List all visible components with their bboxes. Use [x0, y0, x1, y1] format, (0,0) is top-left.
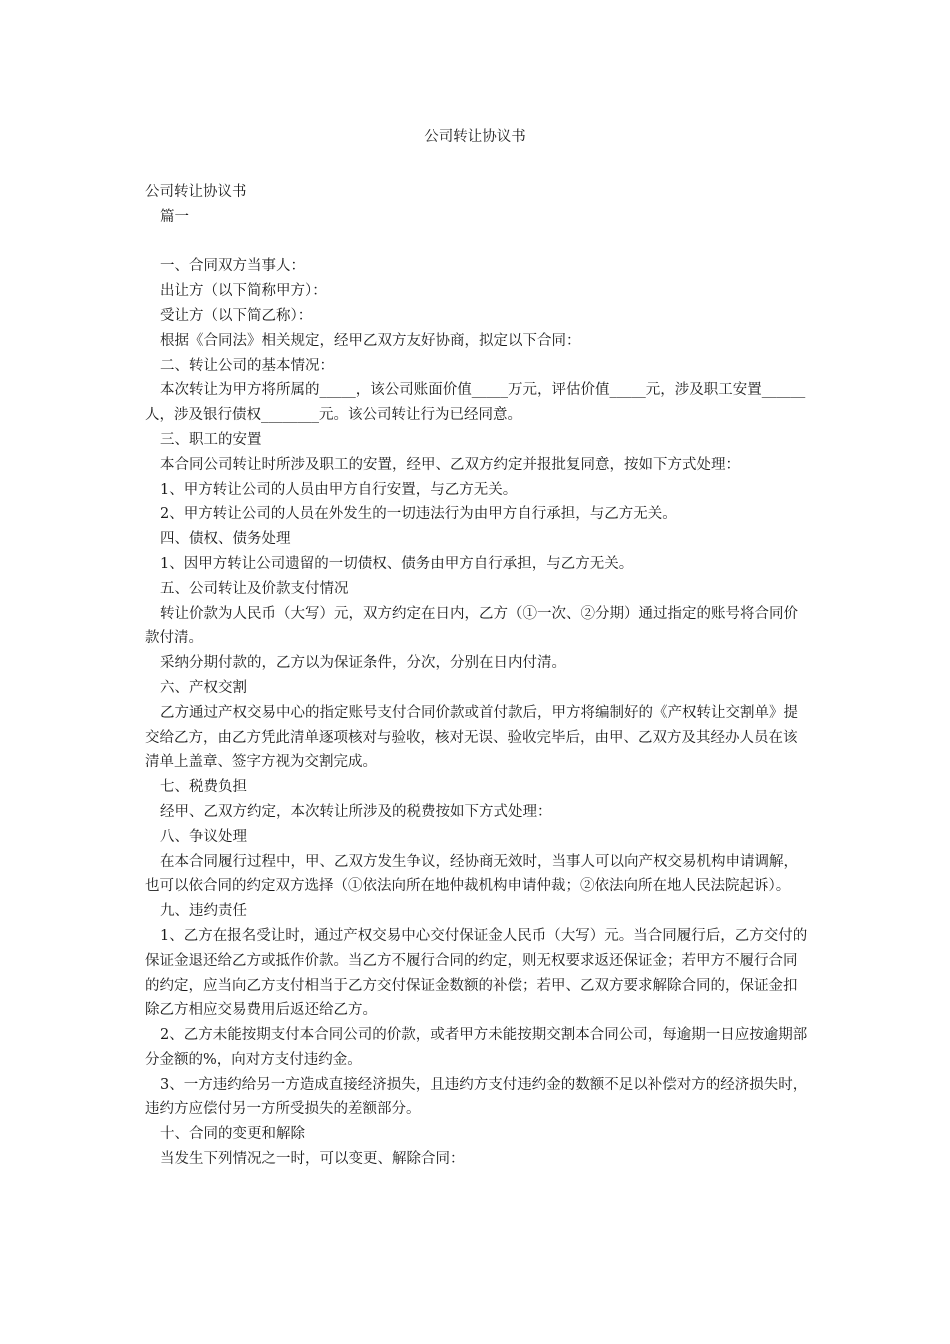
paragraph: 1、甲方转让公司的人员由甲方自行安置，与乙方无关。: [160, 481, 518, 498]
document-title: 公司转让协议书: [424, 129, 526, 145]
clause-heading: 三、职工的安置: [160, 431, 262, 448]
paragraph: 出让方（以下简称甲方）：: [160, 283, 327, 300]
clause-heading: 十、合同的变更和解除: [160, 1126, 305, 1143]
paragraph: 在本合同履行过程中，甲、乙双方发生争议，经协商无效时，当事人可以向产权交易机构申请调解，也可以依合同的约定双方选择（①依法向所在地仲裁机构申请仲裁；②依法向所在地人民法院起诉）。: [145, 853, 798, 895]
clause-heading: 一、合同双方当事人：: [160, 258, 305, 275]
paragraph: 2、乙方未能按期支付本合同公司的价款，或者甲方未能按期交割本合同公司，每逾期一日应按逾期部分金额的%，向对方支付违约金。: [145, 1027, 808, 1068]
paragraph: 根据《合同法》相关规定，经甲乙双方友好协商，拟定以下合同：: [160, 332, 581, 349]
document-subtitle: 公司转让协议书: [145, 184, 247, 200]
clause-heading: 七、税费负担: [160, 779, 247, 796]
paragraph: 本合同公司转让时所涉及职工的安置，经甲、乙双方约定并报批复同意，按如下方式处理：: [160, 456, 740, 473]
paragraph: 经甲、乙双方约定，本次转让所涉及的税费按如下方式处理：: [160, 803, 552, 820]
paragraph: 本次转让为甲方将所属的_____，该公司账面价值_____万元，评估价值_____元，涉及职工安置______人，涉及银行债权________元。该公司转让行为已经同意。: [145, 382, 806, 424]
paragraph: 当发生下列情况之一时，可以变更、解除合同：: [160, 1151, 465, 1168]
document-body: [145, 180, 810, 1172]
paragraph: 2、甲方转让公司的人员在外发生的一切违法行为由甲方自行承担，与乙方无关。: [160, 506, 677, 523]
paragraph: 3、一方违约给另一方造成直接经济损失，且违约方支付违约金的数额不足以补偿对方的经济损失时，违约方应偿付另一方所受损失的差额部分。: [145, 1076, 808, 1118]
clause-heading: 六、产权交割: [160, 679, 247, 696]
blank-line: [145, 230, 810, 255]
paragraph: 1、乙方在报名受让时，通过产权交易中心交付保证金人民币（大写）元。当合同履行后，乙方交付的保证金退还给乙方或抵作价款。当乙方不履行合同的约定，则无权要求返还保证金；若甲方不履行合同的约定，应当向乙方支付相当于乙方交付保证金数额的补偿；若甲、乙双方要求解除合同的，保证金扣除乙方相应交易费用后返还给乙方。: [145, 927, 808, 1019]
paragraph: 采纳分期付款的，乙方以为保证条件，分次，分别在日内付清。: [160, 655, 566, 672]
section-label: 篇一: [160, 208, 189, 225]
paragraph: 受让方（以下简乙称）：: [160, 307, 313, 324]
clause-heading: 四、债权、债务处理: [160, 531, 291, 548]
clause-heading: 八、争议处理: [160, 828, 247, 845]
paragraph: 1、因甲方转让公司遗留的一切债权、债务由甲方自行承担，与乙方无关。: [160, 555, 634, 572]
paragraph: 转让价款为人民币（大写）元，双方约定在日内，乙方（①一次、②分期）通过指定的账号将合同价款付清。: [145, 605, 798, 647]
clause-heading: 五、公司转让及价款支付情况: [160, 580, 349, 597]
paragraph: 乙方通过产权交易中心的指定账号支付合同价款或首付款后，甲方将编制好的《产权转让交割单》提交给乙方，由乙方凭此清单逐项核对与验收，核对无误、验收完毕后，由甲、乙双方及其经办人员在该清单上盖章、签字方视为交割完成。: [145, 704, 798, 771]
clause-heading: 二、转让公司的基本情况：: [160, 357, 334, 374]
clause-heading: 九、违约责任: [160, 903, 247, 920]
